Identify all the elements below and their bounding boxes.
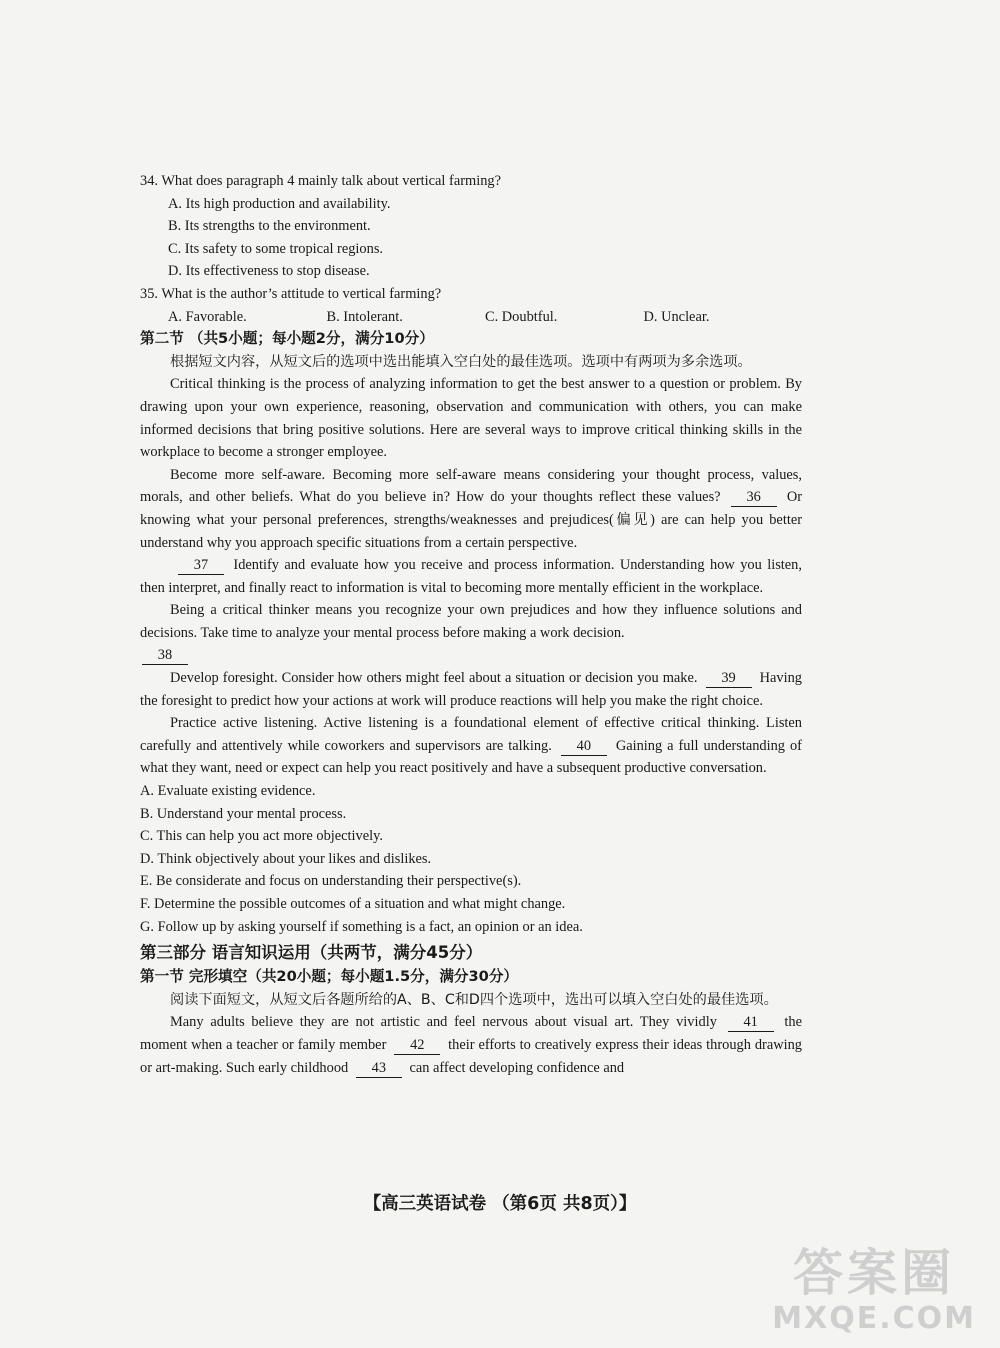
choice-e: E. Be considerate and focus on understanding their perspective(s). [140,873,522,890]
blank-39[interactable]: 39 [706,670,752,688]
passage-paragraph-4-blank-line [140,644,802,667]
passage-paragraph-5 [140,667,802,712]
part-3-heading: 第三部分 语言知识运用（共两节，满分45分） [140,943,483,963]
question-35-stem: 35. What is the author’s attitude to vertical farming? [140,285,442,302]
passage-paragraph-5-text-a: Develop foresight. Consider how others might feel about a situation or decision you make. [170,670,698,687]
watermark-logo [772,1245,976,1336]
passage-paragraph-5-text-b: Having the foresight to predict how your actions at work will produce reactions will help you make the right choice. [140,670,802,709]
question-34-option-b: B. Its strengths to the environment. [168,218,371,235]
part-3-subheading: 第一节 完形填空（共20小题；每小题1.5分，满分30分） [140,968,519,986]
part-3-instruction [140,989,802,1012]
blank-37[interactable]: 37 [178,557,224,575]
passage-paragraph-1 [140,373,802,463]
question-34-option-d: D. Its effectiveness to stop disease. [168,263,370,280]
cloze-text-3: their efforts to creatively express their ideas through drawing or art-making. Such early childhood [140,1036,802,1076]
question-34-option-a: A. Its high production and availability. [168,195,391,212]
passage-paragraph-6-text-b: Gaining a full understanding of what they want, need or expect can help you react positively and have a subsequent productive conversation. [140,737,802,777]
blank-42[interactable]: 42 [394,1037,440,1055]
blank-38[interactable]: 38 [142,647,188,665]
section-2-instruction: 根据短文内容，从短文后的选项中选出能填入空白处的最佳选项。选项中有两项为多余选项。 [170,353,752,370]
section-2-heading: 第二节 （共5小题；每小题2分，满分10分） [140,330,434,348]
exam-page [140,170,802,1079]
passage-paragraph-4 [140,599,802,644]
question-34-option-c: C. Its safety to some tropical regions. [168,240,384,257]
blank-43[interactable]: 43 [356,1060,402,1078]
choice-d: D. Think objectively about your likes and dislikes. [140,850,432,867]
cloze-text-4: can affect developing confidence and [409,1059,625,1076]
part-3-instruction-text: 阅读下面短文，从短文后各题所给的A、B、C和D四个选项中，选出可以填入空白处的最佳选项。 [170,991,778,1008]
question-35-options [140,306,802,329]
passage-paragraph-2-text-b: Or knowing what your personal preferences, strengths/weaknesses and prejudices(偏见) are can help you better understand why you approach specific situations from a certain perspective. [140,489,802,551]
choice-a: A. Evaluate existing evidence. [140,783,316,800]
blank-40[interactable]: 40 [561,738,607,756]
choice-f: F. Determine the possible outcomes of a situation and what might change. [140,896,566,912]
passage-paragraph-3-text: Identify and evaluate how you receive and process information. Understanding how you listen, then interpret, and finally react to information is vital to becoming more mentally efficient in the workplace. [140,557,802,596]
question-35-option-a: A. Favorable. [168,308,247,325]
passage-paragraph-2 [140,464,802,554]
blank-36[interactable]: 36 [731,489,777,507]
question-35-option-c: C. Doubtful. [485,308,558,325]
passage-paragraph-6 [140,712,802,780]
page-footer: 【高三英语试卷 （第6页 共8页）】 [363,1194,637,1214]
watermark-top-text: 答案圈 [793,1244,956,1302]
question-35-option-b: B. Intolerant. [326,308,403,325]
passage-paragraph-1-text: Critical thinking is the process of analyzing information to get the best answer to a question or problem. By drawing upon your own experience, reasoning, observation and communication with others, you can make informed decisions that bring positive solutions. Here are several ways to improve critical thinking skills in the workplace to become a stronger employee. [140,376,802,461]
question-35-option-d: D. Unclear. [643,308,710,325]
blank-41[interactable]: 41 [728,1014,774,1032]
passage-paragraph-2-text-a: Become more self-aware. Becoming more self-aware means considering your thought process, values, morals, and other beliefs. What do you believe in? How do your thoughts reflect these values? [140,466,802,506]
passage-paragraph-4-text: Being a critical thinker means you recognize your own prejudices and how they influence solutions and decisions. Take time to analyze your mental process before making a work decision. [140,602,802,641]
cloze-text-2: the moment when a teacher or family member [140,1014,802,1053]
question-34-stem: 34. What does paragraph 4 mainly talk about vertical farming? [140,173,501,189]
watermark-bottom-text: MXQE.COM [772,1301,976,1336]
cloze-paragraph [140,1011,802,1079]
choice-c: C. This can help you act more objectively. [140,828,383,845]
passage-paragraph-3 [140,554,802,599]
choice-g: G. Follow up by asking yourself if something is a fact, an opinion or an idea. [140,918,583,935]
choice-b: B. Understand your mental process. [140,805,347,822]
passage-paragraph-6-text-a: Practice active listening. Active listening is a foundational element of effective critical thinking. Listen carefully and attentively while coworkers and supervisors are talking. [140,715,802,754]
cloze-text-1: Many adults believe they are not artistic and feel nervous about visual art. They vividly [170,1014,717,1031]
